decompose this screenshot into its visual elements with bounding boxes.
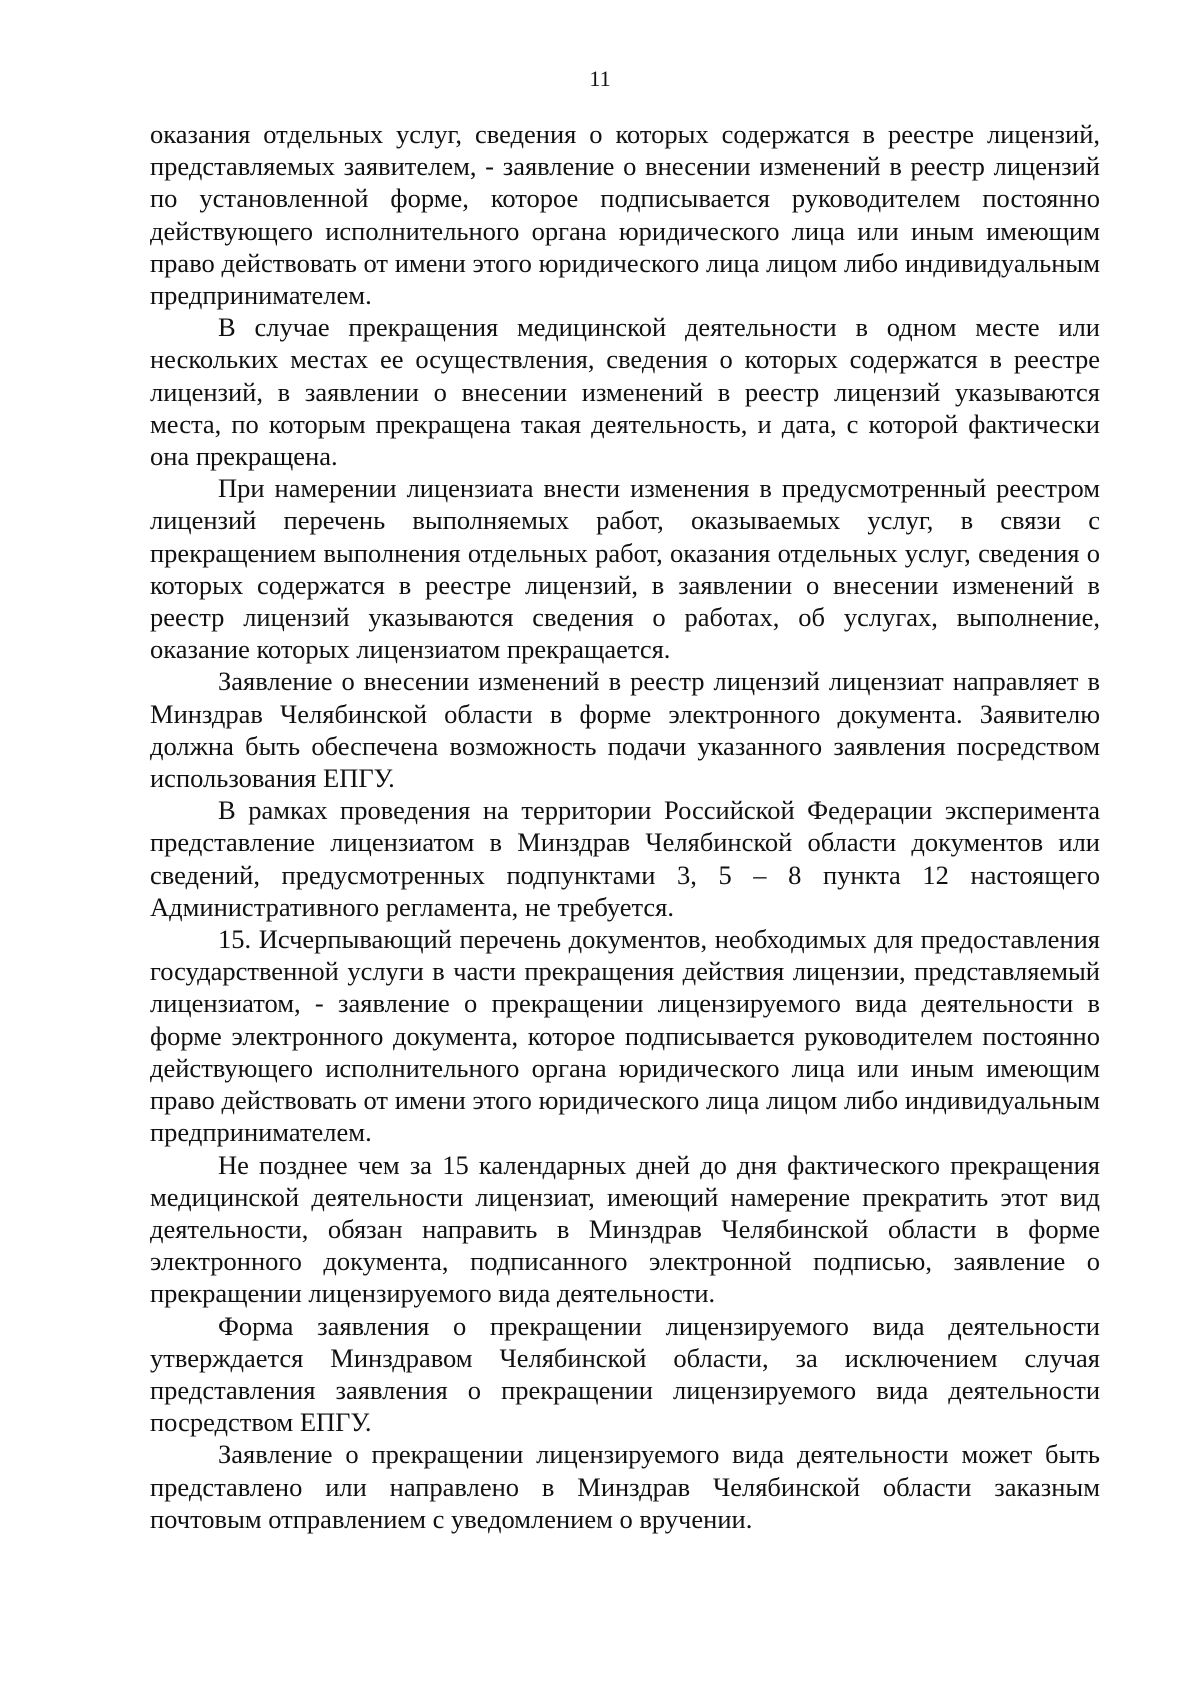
- document-body: [150, 118, 1100, 1535]
- paragraph-application-form: Форма заявления о прекращении лицензируемого вида деятельности утверждается Минздравом Челябинской области, за исключением случая представления заявления о прекращении лицензируемого вида деятельности посредством ЕПГУ.: [150, 1310, 1100, 1438]
- paragraph-termination-places: В случае прекращения медицинской деятельности в одном месте или нескольких местах ее осуществления, сведения о которых содержатся в реестре лицензий, в заявлении о внесении изменений в реестр лицензий указываются места, по которым прекращена такая деятельность, и дата, с которой фактически она прекращена.: [150, 312, 1100, 472]
- paragraph-15-days-notice: Не позднее чем за 15 календарных дней до дня фактического прекращения медицинской деятельности лицензиат, имеющий намерение прекратить этот вид деятельности, обязан направить в Минздрав Челябинской области в форме электронного документа, подписанного электронной подписью, заявление о прекращении лицензируемого вида деятельности.: [150, 1149, 1100, 1309]
- paragraph-electronic-submission: Заявление о внесении изменений в реестр лицензий лицензиат направляет в Минздрав Челябинской области в форме электронного документа. Заявителю должна быть обеспечена возможность подачи указанного заявления посредством использования ЕПГУ.: [150, 666, 1100, 794]
- paragraph-registered-mail: Заявление о прекращении лицензируемого вида деятельности может быть представлено или направлено в Минздрав Челябинской области заказным почтовым отправлением с уведомлением о вручении.: [150, 1439, 1100, 1534]
- paragraph-item-15: 15. Исчерпывающий перечень документов, необходимых для предоставления государственной услуги в части прекращения действия лицензии, представляемый лицензиатом, - заявление о прекращении лицензируемого вида деятельности в форме электронного документа, которое подписывается руководителем постоянно действующего исполнительного органа юридического лица или иным имеющим право действовать от имени этого юридического лица лицом либо индивидуальным предпринимателем.: [150, 924, 1100, 1148]
- page-number: 11: [589, 66, 611, 91]
- paragraph-works-list-change: При намерении лицензиата внести изменения в предусмотренный реестром лицензий перечень выполняемых работ, оказываемых услуг, в связи с прекращением выполнения отдельных работ, оказания отдельных услуг, сведения о которых содержатся в реестре лицензий, в заявлении о внесении изменений в реестр лицензий указываются сведения о работах, об услугах, выполнение, оказание которых лицензиатом прекращается.: [150, 473, 1100, 665]
- paragraph-continuation: оказания отдельных услуг, сведения о которых содержатся в реестре лицензий, представляемых заявителем, - заявление о внесении изменений в реестр лицензий по установленной форме, которое подписывается руководителем постоянно действующего исполнительного органа юридического лица или иным имеющим право действовать от имени этого юридического лица лицом либо индивидуальным предпринимателем.: [150, 119, 1100, 311]
- paragraph-experiment: В рамках проведения на территории Российской Федерации эксперимента представление лицензиатом в Минздрав Челябинской области документов или сведений, предусмотренных подпунктами 3, 5 – 8 пункта 12 настоящего Административного регламента, не требуется.: [150, 795, 1100, 922]
